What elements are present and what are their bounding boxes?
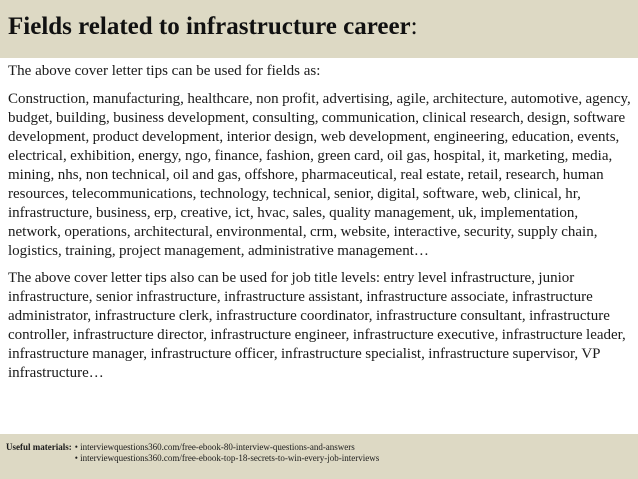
job-titles-paragraph: The above cover letter tips also can be used for job title levels: entry level infrastructure, junior infrastructure, senior infrastructure, infrastructure assistant, infrastructure associate, infrastructure administrator, infrastructure clerk, infrastructure coordinator, infrastructure consultant, infrastructure controller, infrastructure director, infrastructure engineer, infrastructure executive, infrastructure leader, infrastructure manager, infrastructure officer, infrastructure specialist, infrastructure supervisor, VP infrastructure… xyxy=(8,270,626,381)
footer-link-ebook-18-secrets[interactable]: • interviewquestions360.com/free-ebook-top-18-secrets-to-win-every-job-interviews xyxy=(74,453,380,463)
slide-title-colon: : xyxy=(410,13,418,40)
title-bar xyxy=(0,0,638,58)
footer-link-ebook-80-questions[interactable]: • interviewquestions360.com/free-ebook-80-interview-questions-and-answers xyxy=(74,442,355,452)
footer-label: Useful materials: xyxy=(6,442,72,452)
footer-links xyxy=(75,442,380,479)
slide-title xyxy=(8,10,630,44)
intro-text: The above cover letter tips can be used for fields as: xyxy=(8,63,321,79)
footer xyxy=(0,434,638,479)
slide-content xyxy=(8,62,632,391)
slide-title-text: Fields related to infrastructure career xyxy=(8,13,411,40)
fields-paragraph: Construction, manufacturing, healthcare, non profit, advertising, agile, architecture, automotive, agency, budget, building, business development, consulting, communication, clinical research, design, software development, product development, interior design, web development, engineering, education, events, electrical, exhibition, energy, ngo, finance, fashion, green card, oil gas, hospital, it, marketing, media, mining, nhs, non technical, oil and gas, offshore, pharmaceutical, real estate, retail, research, human resources, telecommunications, technology, technical, senior, digital, software, web, clinical, hr, infrastructure, business, erp, creative, ict, hvac, sales, quality management, uk, implementation, network, operations, architectural, environmental, crm, website, interactive, security, supply chain, logistics, training, project management, administrative management… xyxy=(8,91,631,259)
